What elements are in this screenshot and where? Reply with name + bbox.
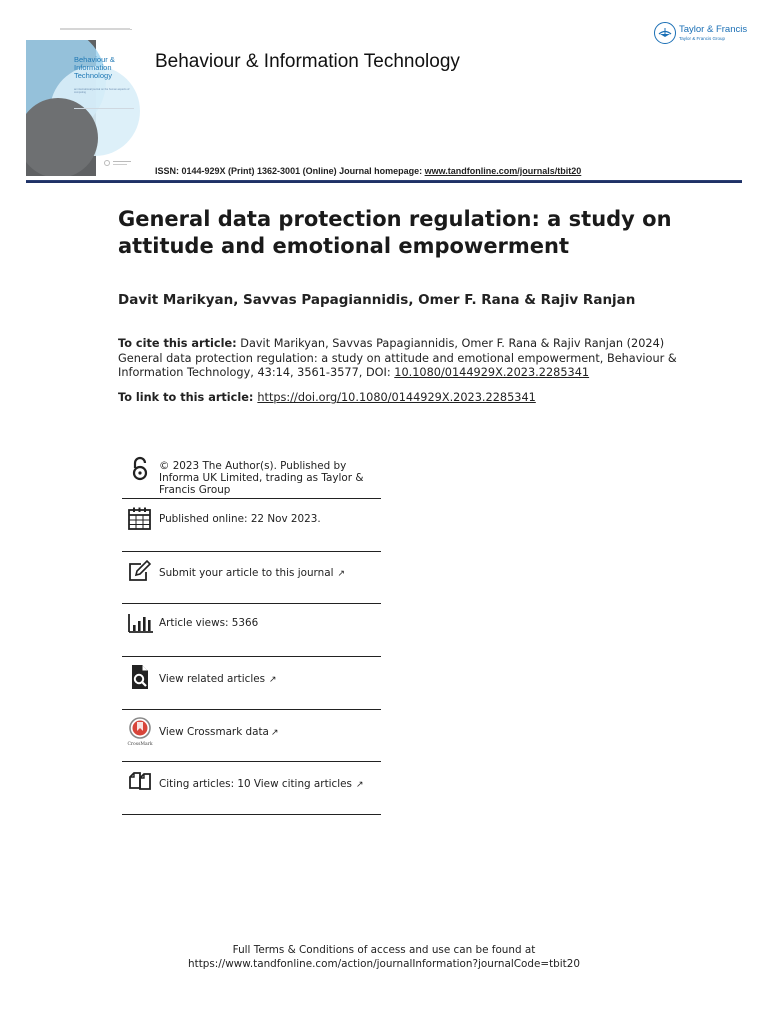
open-access-icon [127, 456, 153, 482]
info-divider [122, 603, 381, 604]
citation-block [118, 337, 678, 381]
cite-label: To cite this article: [118, 337, 237, 350]
article-url-link[interactable]: https://doi.org/10.1080/0144929X.2023.2285341 [257, 391, 536, 404]
crossmark-caption: CrossMark [127, 742, 153, 747]
crossmark-icon [127, 717, 153, 747]
footer-terms-link[interactable]: https://www.tandfonline.com/action/journalInformation?journalCode=tbit20 [188, 958, 580, 970]
info-divider [122, 498, 381, 499]
submit-article-text[interactable]: Submit your article to this journal ↗︎ [159, 567, 346, 579]
cover-subtitle: an international journal on the human aspects of computing [74, 88, 130, 95]
footer-terms [0, 943, 768, 971]
info-divider [122, 551, 381, 552]
citing-articles-text[interactable]: Citing articles: 10 View citing articles ↗︎ [159, 778, 364, 790]
citing-articles-icon [127, 769, 153, 795]
info-divider [122, 656, 381, 657]
publisher-logo-icon [654, 22, 676, 44]
article-views-text: Article views: 5366 [159, 617, 259, 629]
issn-text: ISSN: 0144-929X (Print) 1362-3001 (Online) Journal homepage: [155, 166, 425, 176]
edit-icon [127, 559, 153, 585]
footer-line-1: Full Terms & Conditions of access and use can be found at [232, 944, 536, 956]
related-search-icon [127, 664, 153, 690]
publisher-name: Taylor & Francis [679, 24, 748, 35]
cover-header-strip [26, 22, 140, 40]
issn-line [155, 166, 581, 176]
journal-cover-image [26, 40, 140, 176]
doi-link[interactable]: 10.1080/0144929X.2023.2285341 [394, 366, 590, 379]
publisher-logo[interactable] [654, 22, 746, 46]
cover-publisher-logo [104, 160, 132, 166]
bar-chart-icon [127, 611, 153, 637]
published-online-text: Published online: 22 Nov 2023. [159, 513, 321, 525]
crossmark-text[interactable]: View Crossmark data ↗︎ [159, 726, 279, 738]
external-link-icon: ↗︎ [337, 569, 346, 579]
info-divider [122, 709, 381, 710]
external-link-icon: ↗︎ [355, 780, 364, 790]
cover-title: Behaviour & Information Technology [74, 55, 115, 80]
publisher-group: Taylor & Francis Group [679, 36, 726, 41]
calendar-icon [127, 506, 153, 532]
article-authors: Davit Marikyan, Savvas Papagiannidis, Omer F. Rana & Rajiv Ranjan [118, 292, 636, 308]
info-divider [122, 814, 381, 815]
journal-homepage-link[interactable]: www.tandfonline.com/journals/tbit20 [424, 166, 582, 176]
external-link-icon: ↗︎ [269, 675, 277, 685]
external-link-icon: ↗︎ [270, 728, 279, 738]
header-rule-thick [26, 181, 742, 183]
related-articles-text[interactable]: View related articles ↗︎ [159, 673, 277, 685]
copyright-text: © 2023 The Author(s). Published by Informa UK Limited, trading as Taylor & Francis Group [159, 460, 364, 496]
journal-title: Behaviour & Information Technology [155, 51, 460, 72]
link-label: To link to this article: [118, 391, 258, 404]
info-divider [122, 761, 381, 762]
article-title: General data protection regulation: a study on attitude and emotional empowerment [118, 207, 672, 258]
article-link-line [118, 391, 536, 404]
cite-text: Davit Marikyan, Savvas Papagiannidis, Omer F. Rana & Rajiv Ranjan (2024) General data protection regulation: a study on attitude and emotional empowerment, Behaviour & Information Technology, 43:14, 3561-3577, DOI: [118, 337, 677, 379]
